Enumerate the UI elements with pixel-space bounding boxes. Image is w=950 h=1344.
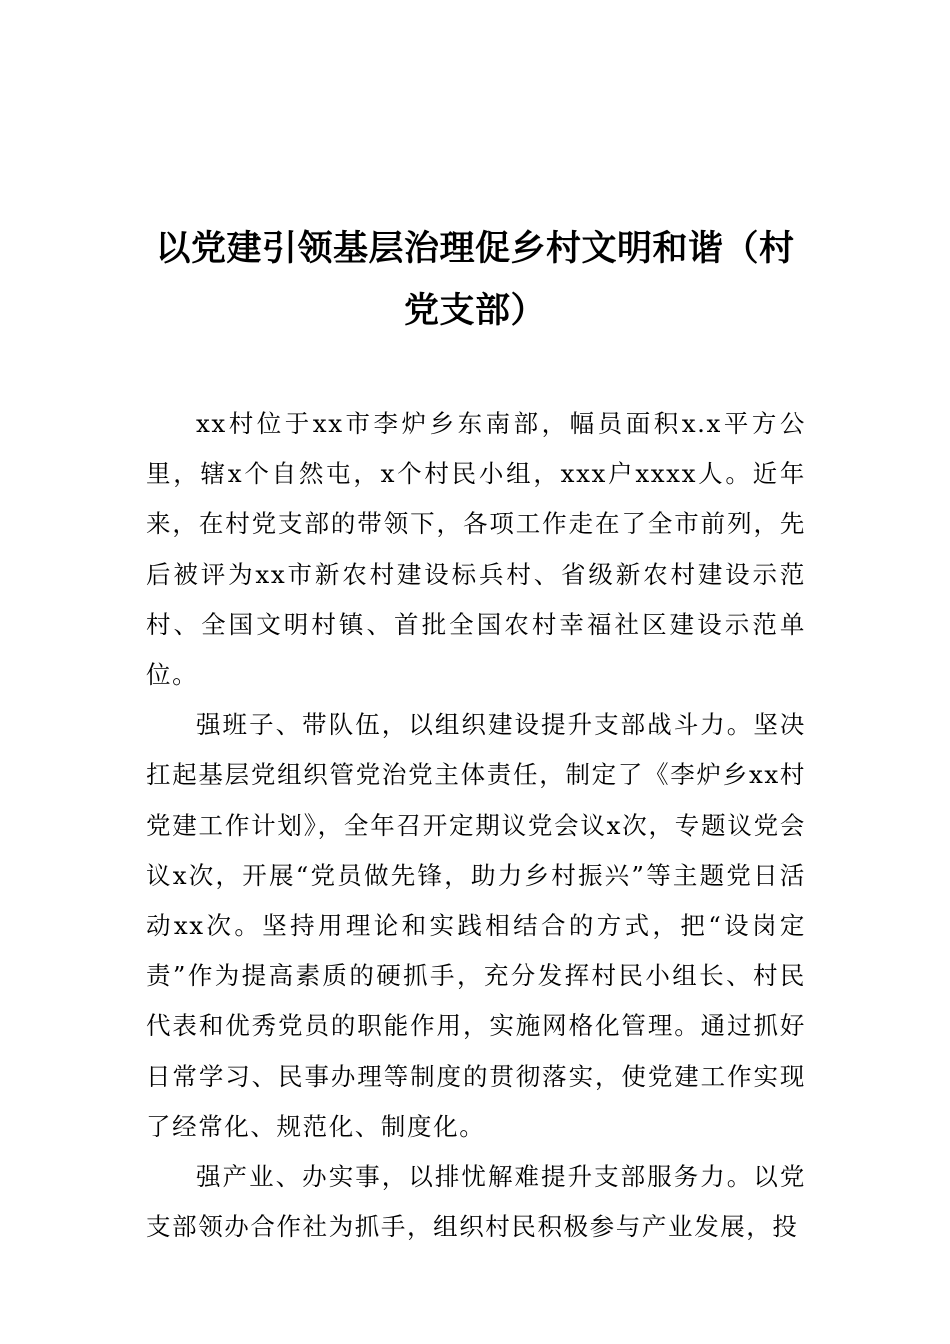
paragraph-industry: 强产业、办实事，以排忧解难提升支部服务力。以党支部领办合作社为抓手，组织村民积极参与产业发展，投 (146, 1162, 806, 1242)
paragraph-intro: xx村位于xx市李炉乡东南部，幅员面积x.x平方公里，辖x个自然屯，x个村民小组，xxx户xxxx人。近年来，在村党支部的带领下，各项工作走在了全市前列，先后被评为xx市新农村建设标兵村、省级新农村建设示范村、全国文明村镇、首批全国农村幸福社区建设示范单位。 (146, 409, 806, 690)
paragraph-organization: 强班子、带队伍，以组织建设提升支部战斗力。坚决扛起基层党组织管党治党主体责任，制定了《李炉乡xx村党建工作计划》，全年召开定期议党会议x次，专题议党会议x次，开展“党员做先锋，助力乡村振兴”等主题党日活动xx次。坚持用理论和实践相结合的方式，把“设岗定责”作为提高素质的硬抓手，充分发挥村民小组长、村民代表和优秀党员的职能作用，实施网格化管理。通过抓好日常学习、民事办理等制度的贯彻落实，使党建工作实现了经常化、规范化、制度化。 (146, 710, 806, 1141)
document-body (146, 399, 806, 1252)
document-title: 以党建引领基层治理促乡村文明和谐（村党支部） (155, 228, 795, 331)
